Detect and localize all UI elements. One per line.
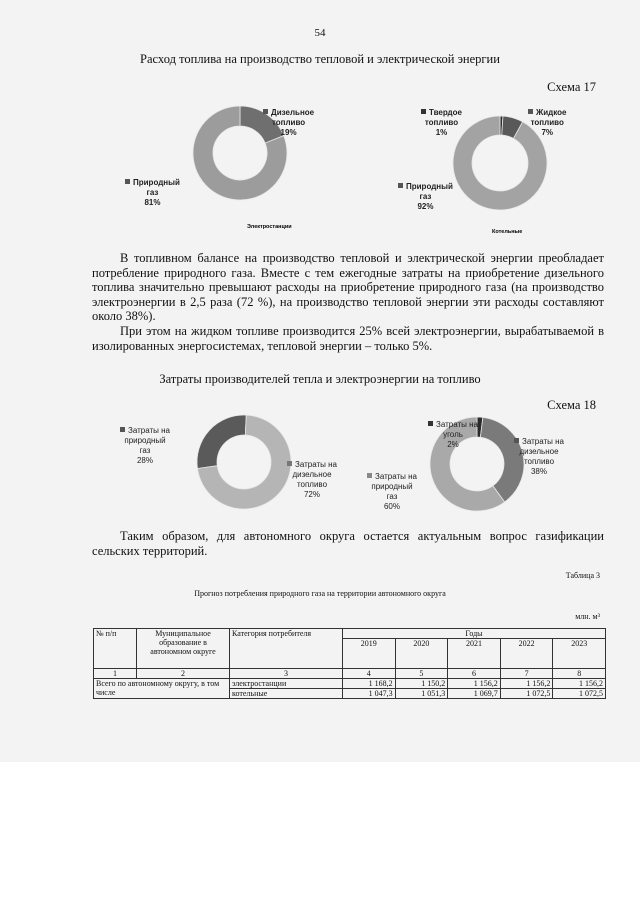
table-cell: 1 168,2 (343, 679, 396, 689)
chart4-slice-gas-label: Затраты на природный газ 60% (367, 472, 417, 512)
table-cell: 1 156,2 (553, 679, 606, 689)
table-cell: 1 069,7 (448, 689, 501, 699)
col-number: 4 (343, 669, 396, 679)
table-cell: 1 156,2 (448, 679, 501, 689)
col-number: 8 (553, 669, 606, 679)
header-year: 2022 (500, 639, 553, 669)
header-years: Годы (343, 629, 606, 639)
table-label: Таблица 3 (565, 571, 600, 580)
paragraph-1: В топливном балансе на производство тепловой и электрической энергии преобладает потребление природного газа. Вместе с тем ежегодные затраты на приобретение дизельного топлива значительно превышают расходы на приобретение природного газа (на производство электроэнергии в 2,5 раза (72 %), на производство тепловой энергии эти расходы составляют около 38%). (92, 251, 604, 324)
legend-square-icon (120, 427, 125, 432)
legend-square-icon (421, 109, 426, 114)
gas-forecast-table (93, 628, 606, 699)
legend-square-icon (528, 109, 533, 114)
table-unit: млн. м³ (575, 612, 600, 621)
chart2-slice-liquid-label: Жидкое топливо 7% (528, 108, 566, 138)
chart1-slice-gas-label: Природный газ 81% (125, 178, 180, 208)
paragraph-block-2 (92, 529, 604, 558)
page-number: 54 (314, 27, 326, 39)
header-year: 2023 (553, 639, 606, 669)
chart2-slice-gas-label: Природный газ 92% (398, 182, 453, 212)
table-cell: 1 156,2 (500, 679, 553, 689)
col-number: 2 (137, 669, 230, 679)
paragraph-block-1 (92, 251, 604, 353)
row-category: котельные (230, 689, 343, 699)
col-number: 3 (230, 669, 343, 679)
chart4-slice-diesel-label: Затраты на дизельное топливо 38% (514, 437, 564, 477)
col-number: 1 (94, 669, 137, 679)
chart2-slice-solid-label: Твердое топливо 1% (421, 108, 462, 138)
legend-square-icon (398, 183, 403, 188)
table-cell: 1 051,3 (395, 689, 448, 699)
header-category: Категория потребителя (230, 629, 343, 669)
legend-square-icon (367, 473, 372, 478)
chart3-slice-0 (197, 415, 246, 469)
header-year: 2021 (448, 639, 501, 669)
legend-square-icon (428, 421, 433, 426)
table-cell: 1 047,3 (343, 689, 396, 699)
header-num: № п/п (94, 629, 137, 669)
scheme-18-label: Схема 18 (547, 398, 596, 412)
table-cell: 1 072,5 (553, 689, 606, 699)
paragraph-2: При этом на жидком топливе производится 25% всей электроэнергии, вырабатываемой в изолированных энергосистемах, тепловой энергии – только 5%. (92, 323, 604, 353)
row-category: электростанции (230, 679, 343, 689)
scheme-17-label: Схема 17 (547, 80, 596, 94)
table-caption: Прогноз потребления природного газа на территории автономного округа (194, 589, 446, 598)
chart1-caption: Электростанции (247, 224, 292, 230)
chart4-slice-coal-label: Затраты на уголь 2% (428, 420, 478, 450)
chart3-slice-diesel-label: Затраты на дизельное топливо 72% (287, 460, 337, 500)
chart1-slice-diesel-label: Дизельное топливо 19% (263, 108, 314, 138)
header-year: 2019 (343, 639, 396, 669)
section1-title: Расход топлива на производство тепловой и электрической энергии (140, 52, 500, 66)
table-cell: 1 072,5 (500, 689, 553, 699)
header-year: 2020 (395, 639, 448, 669)
header-municipality: Муниципальное образование в автономном округе (137, 629, 230, 669)
col-number: 5 (395, 669, 448, 679)
legend-square-icon (287, 461, 292, 466)
total-label: Всего по автономному округу, в том числе (94, 679, 230, 699)
legend-square-icon (263, 109, 268, 114)
legend-square-icon (125, 179, 130, 184)
chart2-caption: Котельные (492, 229, 523, 235)
paragraph-3: Таким образом, для автономного округа остается актуальным вопрос газификации сельских территорий. (92, 529, 604, 558)
table-cell: 1 150,2 (395, 679, 448, 689)
section2-title: Затраты производителей тепла и электроэнергии на топливо (159, 372, 481, 386)
col-number: 6 (448, 669, 501, 679)
legend-square-icon (514, 438, 519, 443)
chart3-slice-gas-label: Затраты на природный газ 28% (120, 426, 170, 466)
col-number: 7 (500, 669, 553, 679)
